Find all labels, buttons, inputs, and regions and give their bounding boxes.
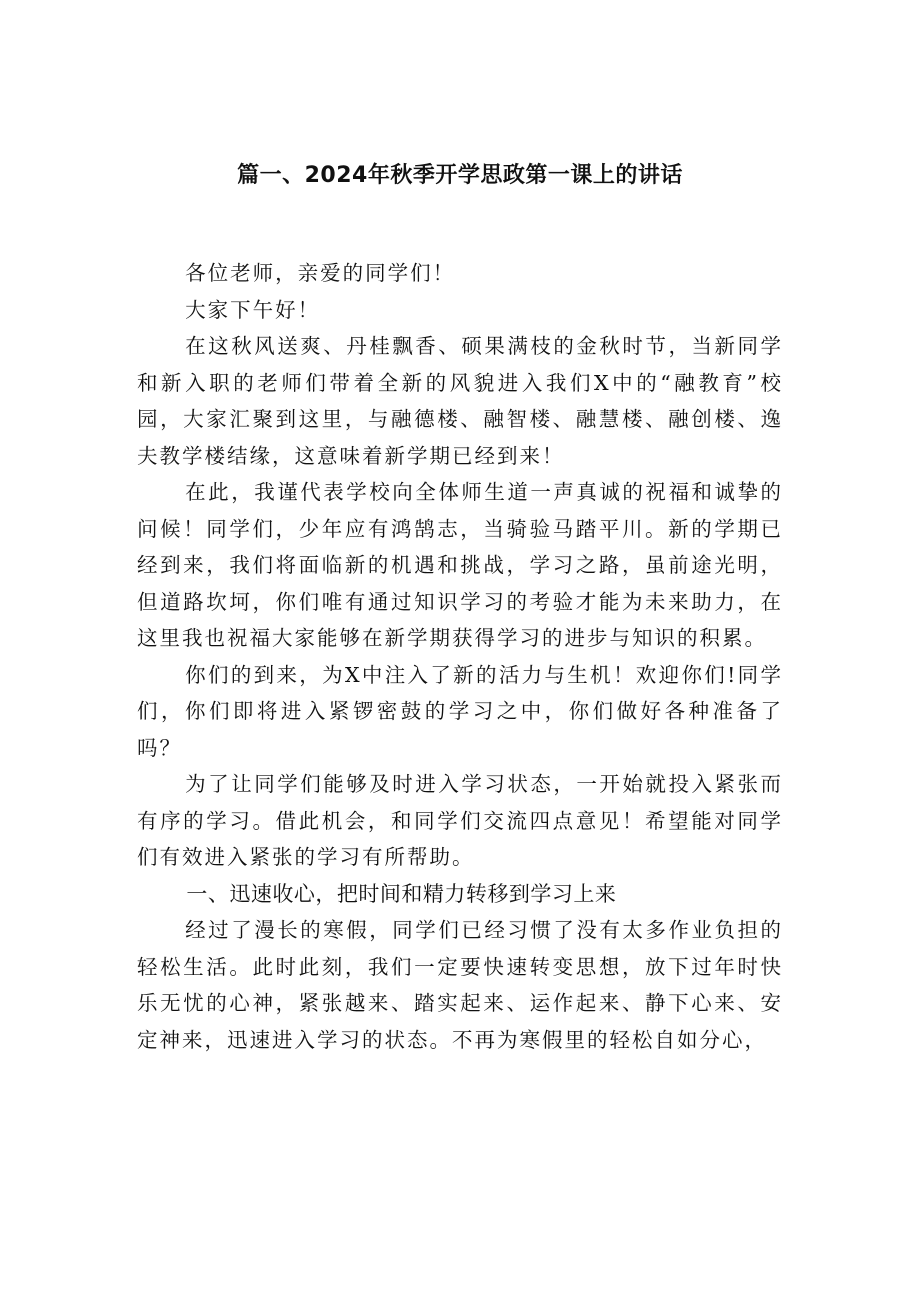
- document-title: 篇一、2024年秋季开学思政第一课上的讲话: [237, 163, 683, 188]
- paragraph: 在这秋风送爽、丹桂飘香、硕果满枝的金秋时节，当新同学和新入职的老师们带着全新的风貌进入我们X中的“融教育”校园，大家汇聚到这里，与融德楼、融智楼、融慧楼、融创楼、逸夫教学楼结缘，这意味着新学期已经到来！: [137, 334, 783, 468]
- greeting-line: 各位老师，亲爱的同学们！: [185, 261, 456, 285]
- paragraph: 为了让同学们能够及时进入学习状态，一开始就投入紧张而有序的学习。借此机会，和同学们交流四点意见！希望能对同学们有效进入紧张的学习有所帮助。: [137, 772, 783, 869]
- section-paragraph: 经过了漫长的寒假，同学们已经习惯了没有太多作业负担的轻松生活。此时此刻，我们一定要快速转变思想，放下过年时快乐无忧的心神，紧张越来、踏实起来、运作起来、静下心来、安定神来，迅速进入学习的状态。不再为寒假里的轻松自如分心，: [137, 918, 783, 1052]
- document-body: [137, 255, 783, 1058]
- salutation-line: 大家下午好！: [185, 297, 321, 322]
- paragraph: 在此，我谨代表学校向全体师生道一声真诚的祝福和诚挚的问候！同学们，少年应有鸿鹄志，当骑验马踏平川。新的学期已经到来，我们将面临新的机遇和挑战，学习之路，虽前途光明，但道路坎坷，你们唯有通过知识学习的考验才能为未来助力，在这里我也祝福大家能够在新学期获得学习的进步与知识的积累。: [137, 480, 783, 650]
- paragraph: 你们的到来，为X中注入了新的活力与生机！欢迎你们!同学们，你们即将进入紧锣密鼓的学习之中，你们做好各种准备了吗？: [137, 662, 783, 760]
- section-heading: 一、迅速收心，把时间和精力转移到学习上来: [186, 881, 617, 906]
